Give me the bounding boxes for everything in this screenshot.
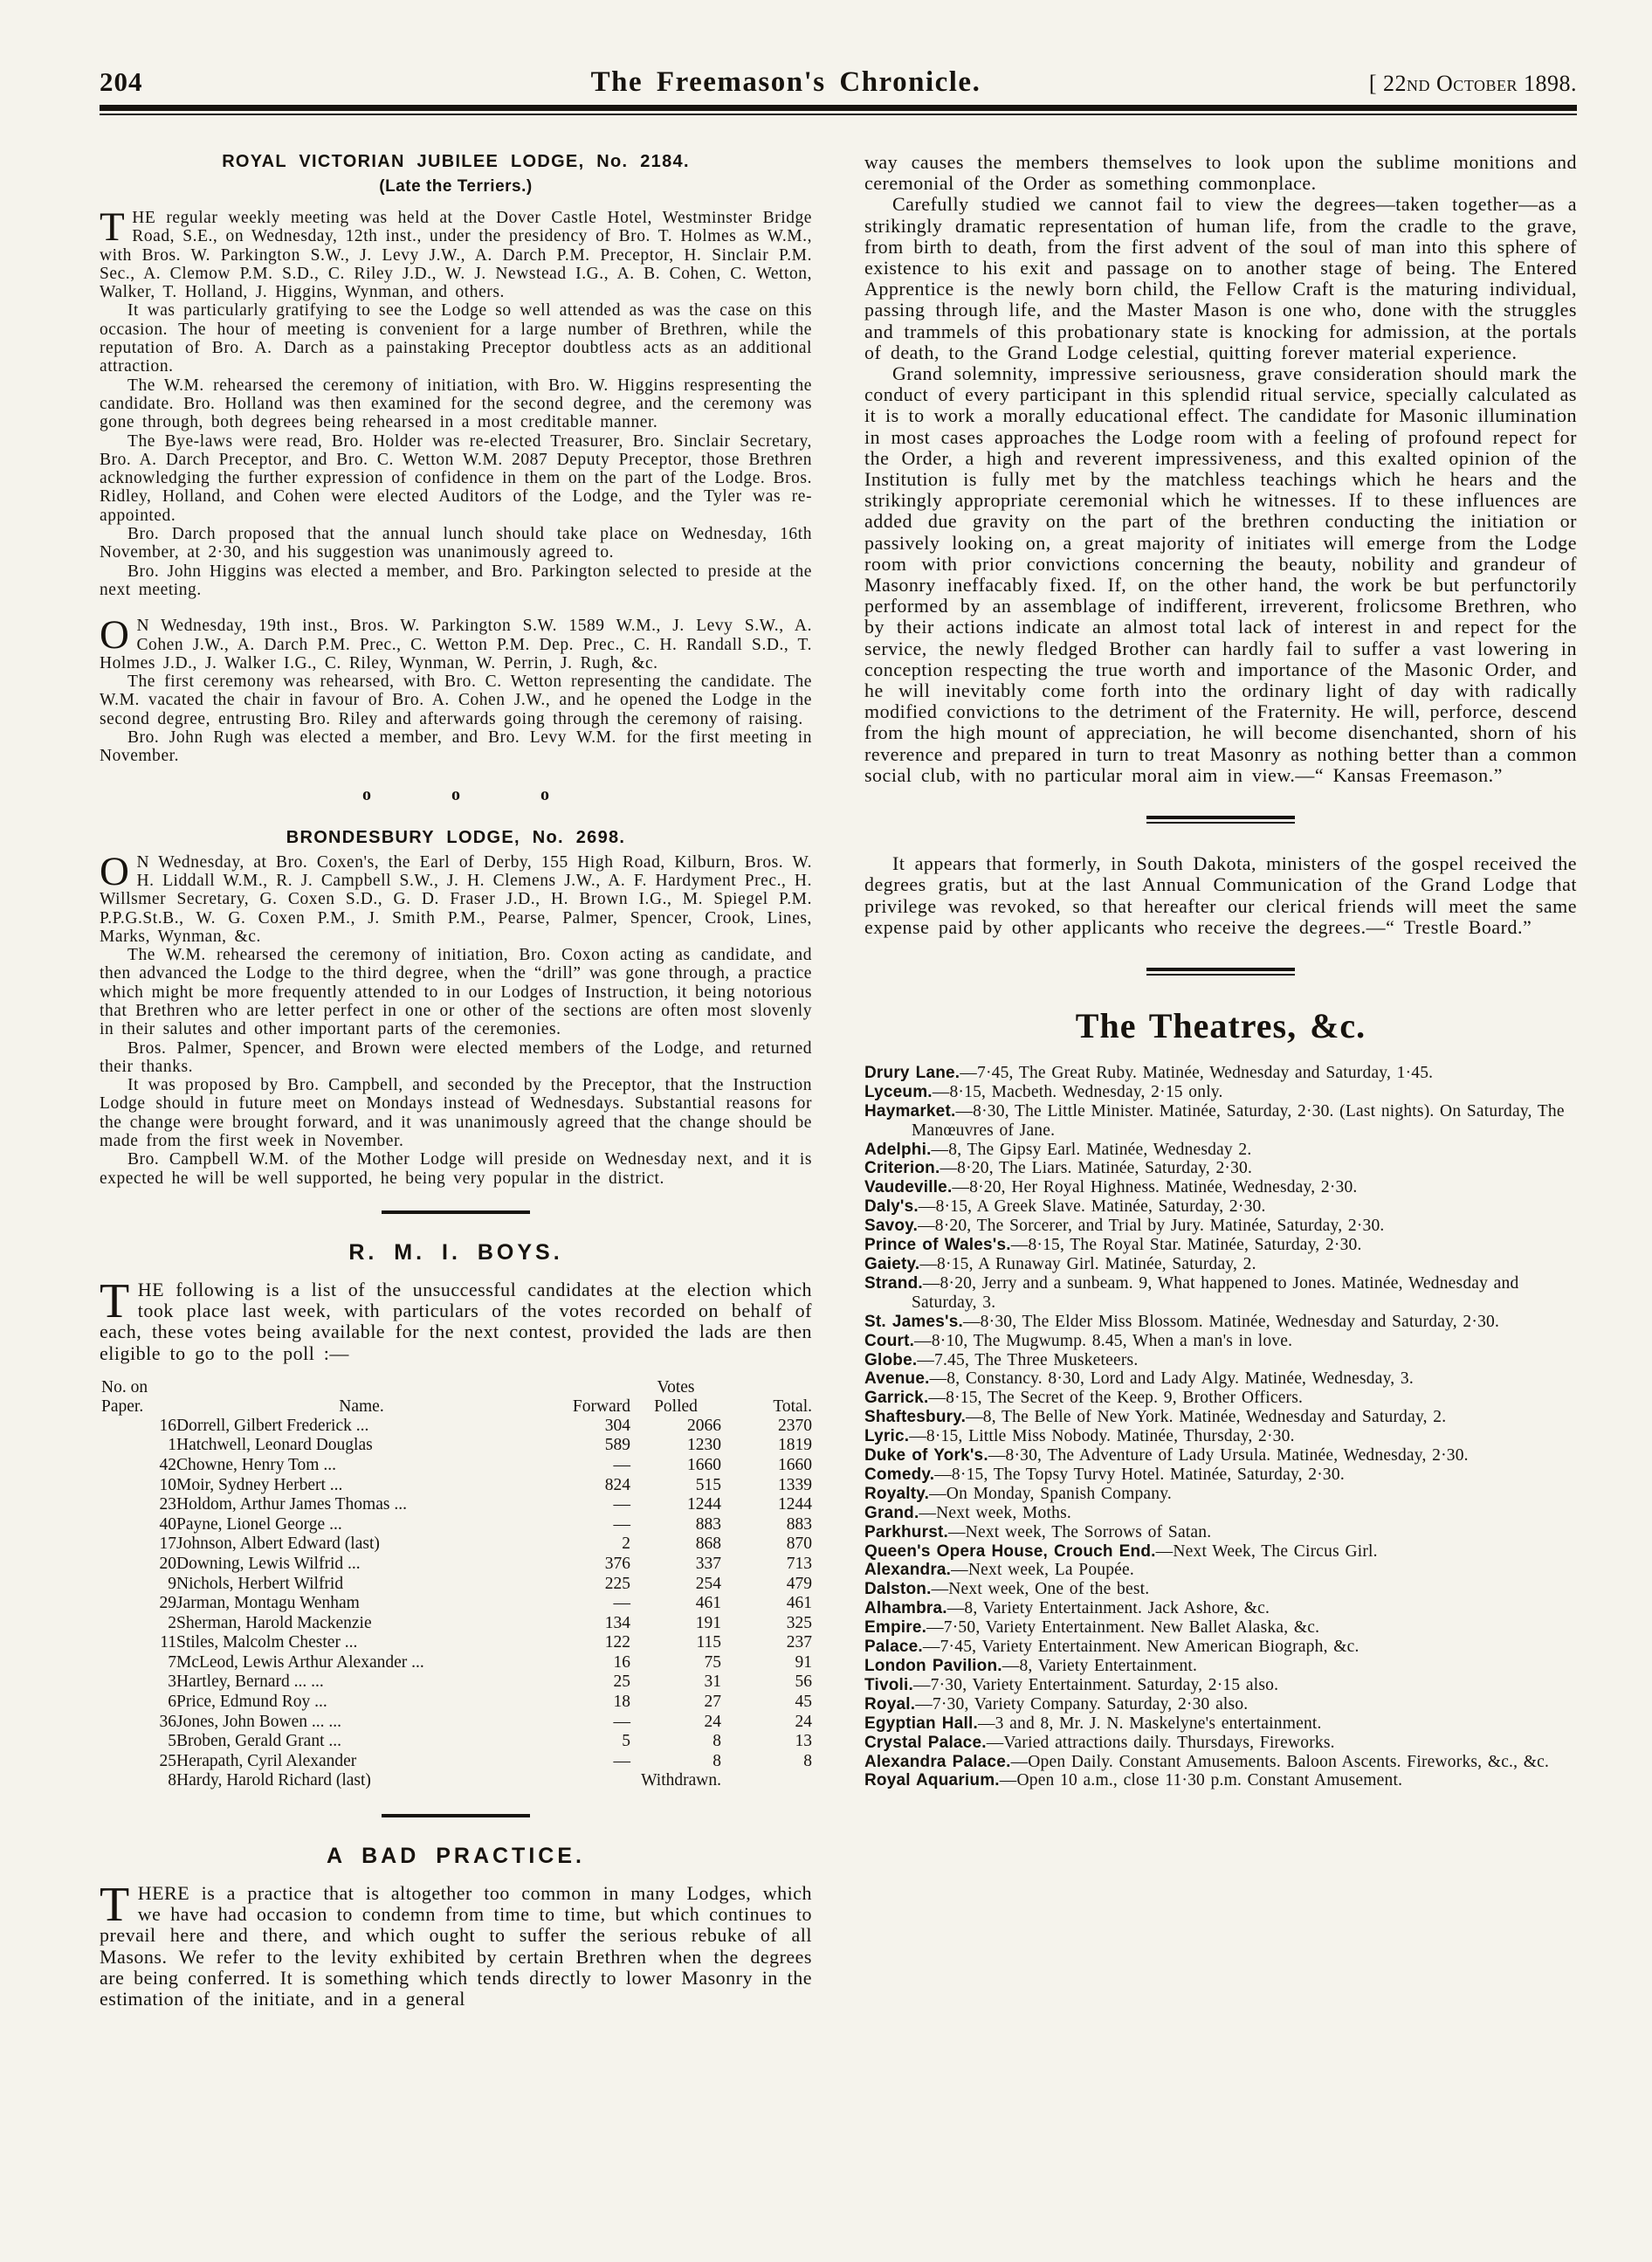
candidate-name: Nichols, Herbert Wilfrid [176,1574,344,1593]
page-columns [100,152,1577,2010]
article-title-rmi-boys: R. M. I. BOYS. [348,1239,563,1265]
dropcap-letter: O [100,848,130,894]
theatre-details: —Next week, Moths. [919,1503,1071,1522]
theatre-entry [864,1236,1577,1255]
theatre-entry [864,1485,1577,1504]
candidate-number: 17 [159,1534,176,1554]
column-header-forward: Forward [572,1397,630,1416]
votes-total: 56 [795,1672,812,1692]
theatre-name: Comedy. [864,1465,935,1484]
theatre-details: —Next Week, The Circus Girl. [1155,1541,1378,1561]
paragraph-text: N Wednesday, 19th inst., Bros. W. Parkington S.W. 1589 W.M., J. Levy S.W., A. Cohen J.W., A. Darch P.M. Prec., C. Wetton P.M. Dep. Prec., C. H. Randall S.D., T. Holmes J.D., J. Walker I.G., C. Riley, Wynman, W. Perrin, J. Rugh, &c. [100,617,812,672]
candidate-number: 3 [168,1672,176,1692]
candidate-name: McLeod, Lewis Arthur Alexander ... [176,1652,424,1672]
votes-total: 1660 [778,1455,812,1474]
paragraph: Bro. Campbell W.M. of the Mother Lodge will preside on Wednesday next, and it is expected he will be well supported, he being very popular in the district. [100,1150,812,1188]
candidate-name: Broben, Gerald Grant ... [176,1732,341,1751]
votes-polled: 337 [695,1554,721,1573]
paragraph: The W.M. rehearsed the ceremony of initiation, with Bro. W. Higgins respresenting the candidate. Bro. Holland was then examined for the second degree, and the ceremony was gone through, both degrees being rehearsed in a most creditable manner. [100,376,812,432]
theatre-name: Empire. [864,1618,927,1638]
theatre-entry [864,1313,1577,1332]
column-header-votes-polled [630,1378,721,1417]
paragraph: It was proposed by Bro. Campbell, and seconded by the Preceptor, that the Instruction Lodge should in future meet on Mondays instead of Wednesdays. Substantial reasons for the change were brought forward, and it was unanimously agreed that the change should be made from the first week in November. [100,1076,812,1151]
votes-forward: 5 [622,1732,630,1751]
theatre-details: —Open 10 a.m., close 11·30 p.m. Constant Amusement. [999,1771,1403,1790]
theatre-name: Criterion. [864,1159,940,1178]
candidate-row [100,1555,812,1575]
leader-paragraph: Grand solemnity, impressive seriousness, grave consideration should mark the conduct of every participant in this splendid ritual service, specially calculated as it is to work a morally educational effect. The candidate for Masonic illumination in most cases approaches the Lodge room with a feeling of profound repect for the Order, a high and reverent impressiveness, and this exalted opinion of the Institution is fully met by the matchless teachings which he hears and the strikingly appropriate ceremonial which he witnesses. If to these influences are added due gravity on the part of the brethren conducting the initiation or passively looking on, a great majority of initiates will emerge from the Lodge room with prior convictions concerning the beauty, nobility and grandeur of Masonry ineffacably fixed. If, on the other hand, the work be but perfunctorily performed by an assemblage of indifferent, irreverent, frolicsome Brethren, who by their actions indicate an almost total lack of interest in and repect for the service, the newly fledged Brother can hardly fail to suffer a vast lowering in conception respecting the true worth and importance of the Masonic Order, and he will inevitably come forth into the ordinary light of day with radically modified convictions to the detriment of the Fraternity. He will, perforce, descend from the high mount of appreciation, he will become disenchanted, shorn of his reverence and prepared in turn to treat Masonry as nothing better than a common social club, with no particular moral aim in view.—“ Kansas Freemason.” [864,362,1577,786]
votes-polled: 8 [712,1751,721,1770]
leader-paragraph-continuation: way causes the members themselves to look upon the sublime monitions and ceremonial of the Order as something commonplace. [864,151,1577,195]
paragraph: Bro. John Rugh was elected a member, and Bro. Levy W.M. for the first meeting in November. [100,728,812,766]
section-rule [1146,968,1295,976]
section-rule [382,1210,530,1214]
votes-total: 1244 [778,1495,812,1514]
royal-victorian-paragraphs [100,301,812,599]
theatre-name: Prince of Wales's. [864,1236,1011,1255]
separator-mark: o [362,784,371,804]
candidate-row [100,1476,812,1496]
leader-paragraph: Carefully studied we cannot fail to view the degrees—taken together—as a strikingly dramatic representation of human life, from the cradle to the grave, from birth to death, from the first advent of the soul of man into this sphere of existence to his exit and passage on to another stage of being. The Entered Apprentice is the newly born child, the Fellow Craft is the maturing individual, passing through life, and the Master Mason is one who, done with the struggles and trammels of this probationary state is knocking for admission, at the portals of death, to the Grand Lodge celestial, quitting forever material experience. [864,193,1577,363]
theatre-details: —On Monday, Spanish Company. [929,1484,1172,1503]
candidate-number: 2 [168,1613,176,1632]
theatre-name: Court. [864,1331,915,1350]
votes-forward: 2 [622,1534,630,1554]
column-header-votes: Votes [657,1377,695,1397]
votes-forward: 18 [613,1693,630,1712]
theatre-name: London Pavilion. [864,1657,1002,1675]
candidate-name: Dorrell, Gilbert Frederick ... [176,1416,369,1435]
candidate-number: 9 [168,1574,176,1593]
theatre-details: —7·45, The Great Ruby. Matinée, Wednesday and Saturday, 1·45. [960,1063,1434,1082]
masthead-rule [100,105,1577,115]
votes-polled: 191 [695,1613,721,1632]
column-header-no-on-paper: No. on Paper. [101,1377,148,1416]
votes-forward: — [613,1455,630,1474]
candidate-name: Chowne, Henry Tom ... [176,1455,336,1474]
candidate-name: Sherman, Harold Mackenzie [176,1613,372,1632]
column-header-name: Name. [339,1397,384,1416]
paper-title: The Freemason's Chronicle. [590,66,981,98]
theatre-name: Duke of York's. [864,1446,988,1465]
votes-polled: 515 [695,1475,721,1494]
theatre-details: —8·20, The Liars. Matinée, Saturday, 2·30. [940,1159,1253,1178]
theatre-entry [864,1332,1577,1351]
votes-polled: 27 [704,1693,721,1712]
candidate-number: 5 [168,1732,176,1751]
votes-total: 13 [795,1732,812,1751]
theatre-name: Garrick. [864,1389,929,1408]
votes-total: 237 [786,1633,812,1652]
candidate-number: 29 [159,1594,176,1613]
theatre-details: —8·15, Little Miss Nobody. Matinée, Thursday, 2·30. [909,1427,1295,1446]
votes-forward: 304 [604,1416,630,1435]
theatre-details: —8·20, Her Royal Highness. Matinée, Wednesday, 2·30. [952,1178,1358,1197]
theatre-entry [864,1618,1577,1638]
votes-total: 461 [786,1594,812,1613]
paragraph-royal-victorian-opening [100,204,812,302]
votes-polled: 31 [704,1672,721,1692]
theatre-entry [864,1734,1577,1753]
theatre-entry [864,1369,1577,1389]
votes-forward: 122 [604,1633,630,1652]
masthead [100,66,1577,99]
theatre-entry [864,1771,1577,1790]
candidate-number: 10 [159,1475,176,1494]
column-header-polled: Polled [654,1397,698,1416]
brondesbury-paragraphs [100,946,812,1188]
votes-polled: 24 [704,1712,721,1731]
theatre-name: Royal Aquarium. [864,1771,1000,1790]
section-rule [1146,816,1295,824]
votes-total: 870 [786,1534,812,1554]
votes-forward: 376 [604,1554,630,1573]
theatre-name: Alexandra. [864,1561,952,1580]
theatre-entry [864,1427,1577,1446]
candidate-number: 42 [159,1455,176,1474]
candidate-row [100,1633,812,1653]
theatre-entry [864,1102,1577,1141]
paragraph-text: HE following is a list of the unsuccessful candidates at the election which took place last week, with particulars of the votes recorded on behalf of each, these votes being available for the next contest, provided the lads are then eligible to go to the poll :— [100,1278,812,1364]
paragraph-brondesbury-opening [100,848,812,946]
candidate-name: Johnson, Albert Edward (last) [176,1534,380,1554]
theatre-name: Haymarket. [864,1101,956,1121]
candidate-name: Holdom, Arthur James Thomas ... [176,1495,407,1514]
candidate-row [100,1693,812,1713]
candidate-row [100,1495,812,1515]
theatre-entry [864,1141,1577,1160]
candidate-row [100,1614,812,1634]
votes-forward: 589 [604,1436,630,1455]
dropcap-letter: T [100,1273,130,1328]
theatre-details: —7.45, The Three Musketeers. [917,1350,1139,1369]
votes-polled: Withdrawn. [641,1771,721,1790]
candidate-row [100,1436,812,1456]
theatre-details: —8·30, The Little Minister. Matinée, Saturday, 2·30. (Last nights). On Saturday, The Manœuvres of Jane. [912,1101,1565,1140]
issue-date: [ 22nd October 1898. [1368,71,1577,96]
candidate-number: 40 [159,1514,176,1534]
votes-table-head [100,1378,812,1417]
candidate-number: 8 [168,1771,176,1790]
theatre-name: Avenue. [864,1369,930,1389]
paragraph: Bros. Palmer, Spencer, and Brown were elected members of the Lodge, and returned their thanks. [100,1038,812,1076]
south-dakota-note: It appears that formerly, in South Dakota, ministers of the gospel received the degrees gratis, but at the last Annual Communication of the Grand Lodge that privilege was revoked, so that hereafter our clerical friends will meet the same expense paid by other applicants who receive the degrees.—“ Trestle Board.” [864,852,1577,938]
theatre-details: —8, Variety Entertainment. [1002,1657,1198,1675]
theatre-details: —8·30, The Adventure of Lady Ursula. Matinée, Wednesday, 2·30. [988,1446,1469,1465]
theatre-details: —Open Daily. Constant Amusements. Baloon Ascents. Fireworks, &c., &c. [1010,1752,1550,1771]
paragraph-rmi-opening [100,1273,812,1364]
second-meeting-paragraphs [100,672,812,765]
theatre-details: —7·30, Variety Entertainment. Saturday, 2·15 also. [912,1675,1279,1694]
theatre-entry [864,1676,1577,1695]
theatre-name: Tivoli. [864,1675,913,1694]
votes-total: 1819 [778,1436,812,1455]
theatre-details: —8·15, A Runaway Girl. Matinée, Saturday, 2. [919,1254,1256,1273]
candidate-row [100,1417,812,1437]
theatre-name: Queen's Opera House, Crouch End. [864,1541,1156,1561]
votes-total [721,1771,812,1791]
theatre-entry [864,1408,1577,1427]
paragraph-text: HE regular weekly meeting was held at the Dover Castle Hotel, Westminster Bridge Road, S.E., on Wednesday, 12th inst., under the presidency of Bro. T. Holmes as W.M., with Bros. W. Parkington S.W., J. Levy J.W., A. Darch P.M. Preceptor, H. Sinclair P.M. Sec., A. Clemow P.M. S.D., C. Riley J.D., W. J. Newstead I.G., A. B. Cohen, C. Wetton, Walker, T. Holland, J. Higgins, Wynman, and others. [100,209,812,302]
theatre-details: —Next week, La Poupée. [951,1561,1134,1580]
candidate-row [100,1515,812,1535]
paragraph: The Bye-laws were read, Bro. Holder was re-elected Treasurer, Bro. Sinclair Secretary, Bro. A. Darch Preceptor, and Bro. C. Wetton W.M. 2087 Deputy Preceptor, those Brethren acknowledging the further expression of confidence in them on the part of the Lodge. Bros. Ridley, Holland, and Cohen were elected Auditors of the Lodge, and the Tyler was re-appointed. [100,431,812,525]
candidate-row [100,1653,812,1673]
theatre-entry [864,1580,1577,1599]
right-column [864,152,1577,2010]
theatre-details: —8, Variety Entertainment. Jack Ashore, &c. [946,1599,1270,1618]
theatre-details: —8·20, Jerry and a sunbeam. 9, What happened to Jones. Matinée, Wednesday and Saturday, 3. [912,1273,1519,1312]
theatre-name: Globe. [864,1350,918,1369]
article-title-royal-victorian: ROYAL VICTORIAN JUBILEE LODGE, No. 2184. [222,152,690,171]
theatre-details: —7·50, Variety Entertainment. New Ballet Alaska, &c. [926,1618,1320,1638]
candidate-number: 23 [159,1495,176,1514]
votes-forward [547,1771,630,1791]
candidate-row [100,1752,812,1772]
left-column [100,152,812,2010]
votes-polled: 461 [695,1594,721,1613]
theatre-details: —8, The Belle of New York. Matinée, Wednesday and Saturday, 2. [966,1408,1447,1427]
candidate-row [100,1771,812,1791]
theatre-name: Daly's. [864,1197,919,1217]
votes-total: 91 [795,1652,812,1672]
candidate-row [100,1456,812,1476]
theatre-entry [864,1083,1577,1102]
votes-forward: 16 [613,1652,630,1672]
theatre-details: —8·30, The Elder Miss Blossom. Matinée, Wednesday and Saturday, 2·30. [962,1312,1500,1331]
theatre-details: —8, The Gipsy Earl. Matinée, Wednesday 2. [931,1140,1252,1159]
theatre-name: Crystal Palace. [864,1733,987,1752]
theatres-section-title: The Theatres, &c. [1075,1005,1366,1045]
theatre-details: —3 and 8, Mr. J. N. Maskelyne's entertainment. [977,1714,1322,1733]
votes-polled: 8 [712,1732,721,1751]
theatre-name: Savoy. [864,1217,919,1236]
candidate-name: Payne, Lionel George ... [176,1514,342,1534]
votes-polled: 1660 [687,1455,721,1474]
theatre-details: —8, Constancy. 8·30, Lord and Lady Algy. Matinée, Wednesday, 3. [929,1369,1414,1389]
votes-total: 2370 [778,1416,812,1435]
candidate-number: 16 [159,1416,176,1435]
paragraph-second-meeting-opening [100,612,812,672]
candidate-row [100,1594,812,1614]
theatre-name: Palace. [864,1638,923,1657]
theatre-name: Royalty. [864,1484,930,1503]
votes-forward: 225 [604,1574,630,1593]
theatre-details: —8·15, The Royal Star. Matinée, Saturday, 2·30. [1010,1236,1362,1255]
theatre-name: St. James's. [864,1312,963,1331]
theatre-entry [864,1159,1577,1178]
votes-total: 479 [786,1574,812,1593]
theatre-name: Lyric. [864,1427,910,1446]
theatre-name: Lyceum. [864,1082,933,1101]
theatre-entry [864,1523,1577,1542]
theatre-name: Alexandra Palace. [864,1752,1011,1771]
votes-forward: 824 [604,1475,630,1494]
paragraph: Bro. Darch proposed that the annual lunch should take place on Wednesday, 16th November, at 2·30, and his suggestion was unanimously agreed to. [100,525,812,562]
theatre-entry [864,1753,1577,1772]
theatre-entry [864,1599,1577,1618]
paragraph-text: HERE is a practice that is altogether too common in many Lodges, which we have had occasion to condemn from time to time, but which continues to prevail here and there, and which ought to suffer the serious rebuke of all Masons. We refer to the levity exhibited by certain Brethren when the degrees are being conferred. It is something which tends directly to lower Masonry in the estimation of the initiate, and in a general [100,1882,812,2010]
theatre-details: —8·15, Macbeth. Wednesday, 2·15 only. [932,1082,1223,1101]
votes-total: 1339 [778,1475,812,1494]
paragraph: The W.M. rehearsed the ceremony of initiation, Bro. Coxon acting as candidate, and then advanced the Lodge to the third degree, when the “drill” was gone through, a practice which might be more frequently attended to in our Lodges of Instruction, it being notorious that Brethren who are letter perfect in one or other of the sections are often most slovenly in their salutes and other important parts of the ceremonies. [100,946,812,1039]
candidate-number: 25 [159,1751,176,1770]
theatre-details: —7·30, Variety Company. Saturday, 2·30 also. [915,1694,1249,1714]
votes-forward: — [613,1594,630,1613]
votes-total: 8 [803,1751,812,1770]
theatre-entry [864,1657,1577,1676]
theatre-name: Royal. [864,1694,916,1714]
votes-polled: 1244 [687,1495,721,1514]
theatre-entry [864,1178,1577,1197]
theatre-name: Gaiety. [864,1254,920,1273]
section-rule [382,1814,530,1817]
votes-table-body [100,1417,812,1791]
votes-forward: — [613,1751,630,1770]
theatre-details: —Varied attractions daily. Thursdays, Fireworks. [986,1733,1335,1752]
candidate-name: Moir, Sydney Herbert ... [176,1475,343,1494]
candidate-row [100,1672,812,1693]
candidate-number: 7 [168,1652,176,1672]
candidate-name: Hartley, Bernard ... ... [176,1672,324,1692]
dropcap-letter: O [100,612,130,659]
theatre-details: —8·15, The Topsy Turvy Hotel. Matinée, Saturday, 2·30. [934,1465,1345,1484]
theatre-details: —7·45, Variety Entertainment. New American Biograph, &c. [922,1638,1359,1657]
ooo-separator [100,785,812,805]
theatre-details: —8·15, A Greek Slave. Matinée, Saturday, 2·30. [918,1197,1266,1217]
votes-total: 883 [786,1514,812,1534]
votes-total: 325 [786,1613,812,1632]
theatre-name: Egyptian Hall. [864,1714,978,1733]
theatre-entry [864,1351,1577,1370]
theatre-details: —Next week, One of the best. [931,1580,1150,1599]
theatre-entry [864,1255,1577,1274]
votes-polled: 2066 [687,1416,721,1435]
theatre-name: Strand. [864,1273,923,1293]
theatre-entry [864,1274,1577,1313]
candidate-number: 1 [168,1436,176,1455]
article-title-bad-practice: A BAD PRACTICE. [327,1844,585,1869]
theatre-name: Parkhurst. [864,1522,948,1541]
dropcap-letter: T [100,204,126,250]
dropcap-letter: T [100,1878,130,1933]
votes-polled: 868 [695,1534,721,1554]
votes-polled: 254 [695,1574,721,1593]
candidate-name: Price, Edmund Roy ... [176,1693,327,1712]
candidate-name: Jones, John Bowen ... ... [176,1712,342,1731]
candidate-name: Jarman, Montagu Wenham [176,1594,360,1613]
candidate-number: 36 [159,1712,176,1731]
votes-forward: — [613,1712,630,1731]
theatre-details: —8·10, The Mugwump. 8.45, When a man's in love. [914,1331,1293,1350]
theatre-name: Vaudeville. [864,1178,953,1197]
paragraph-text: N Wednesday, at Bro. Coxen's, the Earl of Derby, 155 High Road, Kilburn, Bros. W. H. Liddall W.M., R. J. Campbell S.W., J. H. Clemens J.W., A. F. Hardyment Prec., H. Willsmer Secretary, G. Coxen S.D., G. D. Fraser J.D., H. Brown I.G., M. Spiegel P.M. P.P.G.St.B., W. G. Coxen P.M., J. Smith P.M., Pearse, Palmer, Spencer, Crook, Lines, Marks, Wynman, &c. [100,852,812,946]
votes-table [100,1378,812,1791]
theatre-name: Adelphi. [864,1140,932,1159]
paragraph-bad-practice-opening [100,1878,812,2010]
theatre-entry [864,1561,1577,1580]
votes-total: 45 [795,1693,812,1712]
theatre-name: Dalston. [864,1580,932,1599]
column-header-total: Total. [773,1397,812,1416]
theatre-entry [864,1542,1577,1562]
candidate-row [100,1732,812,1752]
votes-polled: 1230 [687,1436,721,1455]
theatre-details: —Next week, The Sorrows of Satan. [947,1522,1212,1541]
paragraph: The first ceremony was rehearsed, with Bro. C. Wetton representing the candidate. The W.M. vacated the chair in favour of Bro. A. Cohen J.W., and he opened the Lodge in the second degree, entrusting Bro. Riley and afterwards going through the ceremony of raising. [100,672,812,728]
votes-polled: 115 [696,1633,721,1652]
theatre-entry [864,1389,1577,1408]
votes-total: 713 [786,1554,812,1573]
theatre-name: Grand. [864,1503,919,1522]
separator-mark: o [451,784,460,804]
theatre-name: Drury Lane. [864,1063,960,1082]
votes-forward: 134 [604,1613,630,1632]
candidate-row [100,1575,812,1595]
theatre-entry [864,1465,1577,1485]
theatre-entry [864,1714,1577,1734]
article-subtitle-royal-victorian: (Late the Terriers.) [379,177,533,196]
votes-forward: — [613,1514,630,1534]
votes-table-header-row [100,1378,812,1417]
candidate-name: Stiles, Malcolm Chester ... [176,1633,358,1652]
paragraph: It was particularly gratifying to see the Lodge so well attended as was the case on this occasion. The hour of meeting is convenient for a large number of Brethren, while the reputation of Bro. A. Darch as a painstaking Preceptor doubtless acts as an additional attraction. [100,301,812,376]
article-title-brondesbury: BRONDESBURY LODGE, No. 2698. [286,827,626,847]
theatre-entry [864,1446,1577,1465]
theatre-entry [864,1638,1577,1657]
theatre-entry [864,1197,1577,1217]
page-number: 204 [100,66,143,97]
theatre-list [864,1064,1577,1790]
candidate-number: 20 [159,1554,176,1573]
theatre-details: —8·20, The Sorcerer, and Trial by Jury. Matinée, Saturday, 2·30. [918,1217,1385,1236]
votes-polled: 75 [704,1652,721,1672]
candidate-name: Downing, Lewis Wilfrid ... [176,1554,361,1573]
paragraph: Bro. John Higgins was elected a member, and Bro. Parkington selected to preside at the next meeting. [100,562,812,599]
candidate-name: Hatchwell, Leonard Douglas [176,1436,373,1455]
candidate-name: Herapath, Cyril Alexander [176,1751,357,1770]
votes-forward: — [613,1495,630,1514]
theatre-entry [864,1504,1577,1523]
candidate-row [100,1534,812,1555]
theatre-name: Shaftesbury. [864,1408,967,1427]
theatre-entry [864,1217,1577,1236]
candidate-name: Hardy, Harold Richard (last) [176,1771,371,1790]
theatre-details: —8·15, The Secret of the Keep. 9, Brother Officers. [928,1389,1304,1408]
theatre-name: Alhambra. [864,1599,947,1618]
theatre-entry [864,1695,1577,1714]
votes-total: 24 [795,1712,812,1731]
candidate-number: 11 [160,1633,176,1652]
votes-polled: 883 [695,1514,721,1534]
separator-mark: o [540,784,549,804]
votes-forward: 25 [613,1672,630,1692]
candidate-row [100,1713,812,1733]
theatre-entry [864,1064,1577,1083]
candidate-number: 6 [168,1693,176,1712]
